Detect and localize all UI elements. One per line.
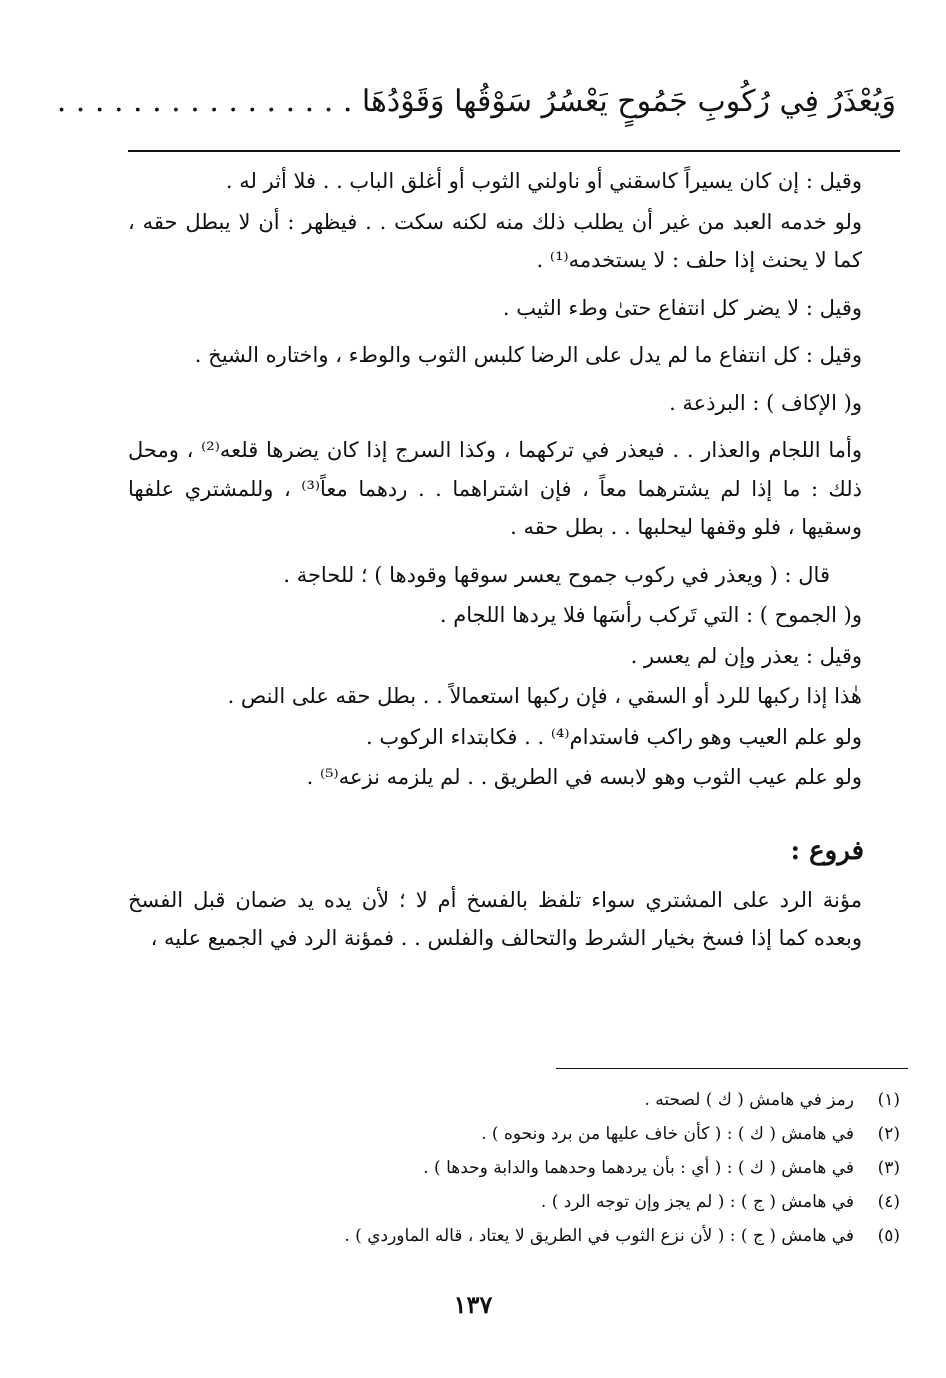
footnote-number: (٤) xyxy=(877,1192,900,1212)
main-text xyxy=(128,162,900,958)
paragraph: وقيل : كل انتفاع ما لم يدل على الرضا كلبس الثوب والوطء ، واختاره الشيخ . xyxy=(194,343,862,367)
paragraph: وقيل : لا يضر كل انتفاع حتىٰ وطء الثيب . xyxy=(502,295,862,320)
paragraph: وقيل : إن كان يسيراً كاسقني أو ناولني الثوب أو أغلق الباب . . فلا أثر له . xyxy=(225,169,862,193)
paragraph: ولو خدمه العبد من غير أن يطلب ذلك منه لكنه سكت . . فيظهر : أن لا يبطل حقه ، كما لا يحنث إذا حلف : لا يستخدمه⁽¹⁾ . xyxy=(128,209,862,272)
footnote xyxy=(160,1151,900,1185)
footnote-divider xyxy=(556,1068,908,1069)
footnote-number: (٢) xyxy=(877,1124,900,1144)
footnotes xyxy=(160,1083,900,1253)
paragraph: و( الإكاف ) : البرذعة . xyxy=(669,390,862,415)
footnote-number: (٣) xyxy=(877,1158,900,1178)
header-divider xyxy=(128,150,900,152)
paragraph: وقيل : يعذر وإن لم يعسر . xyxy=(630,643,862,668)
footnote-text: في هامش ( ك ) : ( أي : بأن يردهما وحدهما والدابة وحدها ) . xyxy=(423,1158,854,1178)
footnote-text: في هامش ( ج ) : ( لأن نزع الثوب في الطريق لا يعتاد ، قاله الماوردي ) . xyxy=(344,1226,854,1246)
footnote-number: (١) xyxy=(877,1090,900,1110)
footnote xyxy=(160,1185,900,1219)
footnote xyxy=(160,1219,900,1253)
section-heading: فروع : xyxy=(790,835,864,866)
paragraph: قال : ( ويعذر في ركوب جموح يعسر سوقها وقودها ) ؛ للحاجة . xyxy=(283,562,830,587)
paragraph: هٰذا إذا ركبها للرد أو السقي ، فإن ركبها استعمالاً . . بطل حقه على النص . xyxy=(227,684,862,708)
page-number: ١٣٧ xyxy=(453,1290,493,1319)
paragraph: و( الجموح ) : التي تَركب رأسَها فلا يردها اللجام . xyxy=(439,603,862,627)
paragraph: مؤنة الرد على المشتري سواء تلفظ بالفسخ أم لا ؛ لأن يده يد ضمان قبل الفسخ وبعده كما إذا فسخ بخيار الشرط والتحالف والفلس . . فمؤنة الرد في الجميع عليه ، xyxy=(128,887,862,950)
footnote-text: في هامش ( ك ) : ( كأن خاف عليها من برد ونحوه ) . xyxy=(481,1124,854,1144)
paragraph: وأما اللجام والعذار . . فيعذر في تركهما ، وكذا السرج إذا كان يضرها قلعه⁽²⁾ ، ومحل ذلك : ما إذا لم يشترهما معاً ، فإن اشتراهما . . ردهما معاً⁽³⁾ ، وللمشتري علفها وسقيها ، فلو وقفها ليحلبها . . بطل حقه . xyxy=(128,438,862,539)
paragraph: ولو علم عيب الثوب وهو لابسه في الطريق . . لم يلزمه نزعه⁽⁵⁾ . xyxy=(306,765,862,789)
footnote-text: في هامش ( ج ) : ( لم يجز وإن توجه الرد ) . xyxy=(540,1192,854,1212)
running-header: وَيُعْذَرُ فِي رُكُوبِ جَمُوحٍ يَعْسُرُ سَوْقُها وَقَوْدُهَا . . . . . . . . . . . . . . . . xyxy=(56,84,896,119)
footnote-number: (٥) xyxy=(877,1226,900,1246)
footnote xyxy=(160,1083,900,1117)
footnote-text: رمز في هامش ( ك ) لصحته . xyxy=(644,1090,854,1110)
paragraph: ولو علم العيب وهو راكب فاستدام⁽⁴⁾ . . فكابتداء الركوب . xyxy=(366,724,862,749)
footnote xyxy=(160,1117,900,1151)
